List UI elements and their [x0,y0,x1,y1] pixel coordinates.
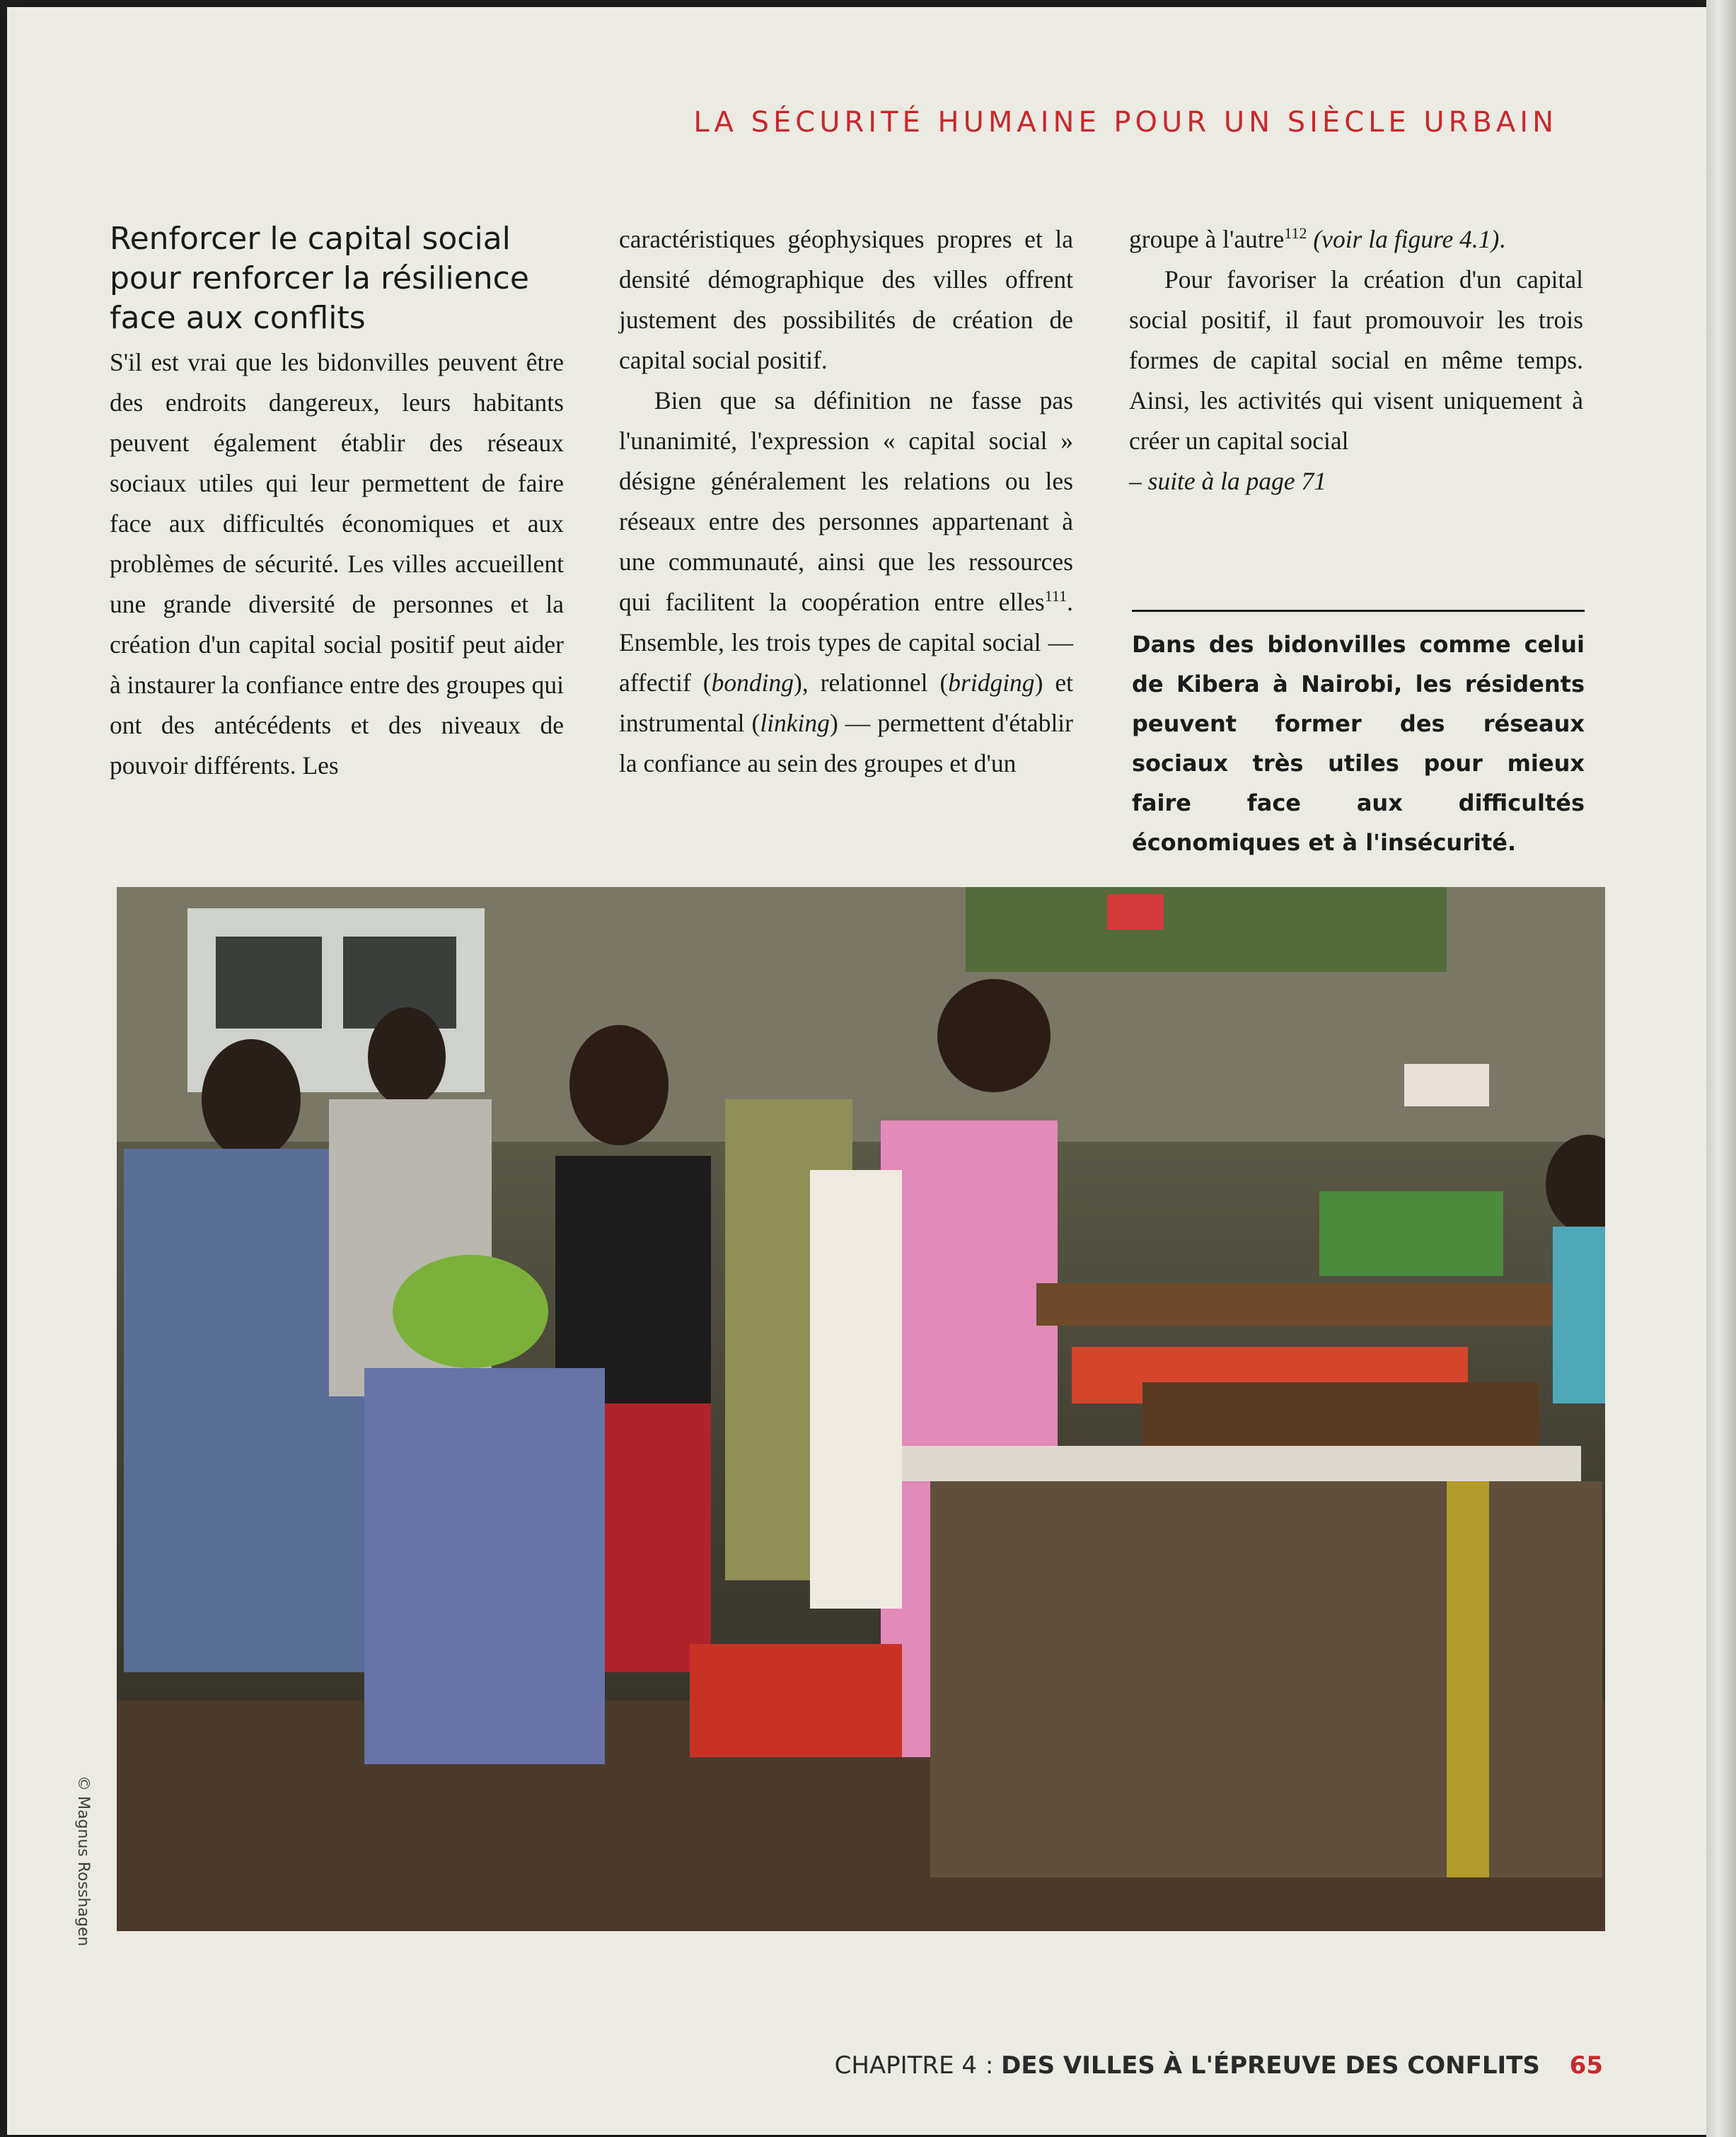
paragraph-text: . Ensemble, les trois types de capital social — affectif ( [619,588,1073,697]
white-shawl [810,1170,902,1609]
sign [1107,894,1164,929]
page-edge [1706,0,1736,2137]
italic-term: bonding [711,668,794,697]
body-paragraph [619,381,1073,784]
green-headscarf [393,1255,548,1368]
running-head: LA SÉCURITÉ HUMAINE POUR UN SIÈCLE URBAIN [693,106,1558,139]
tree [966,887,1447,972]
body-paragraph: caractéristiques géophysiques propres et la densité démographique des villes offrent justement des possibilités de création de capital social positif. [619,225,1073,374]
market-scene-illustration [117,887,1605,1931]
paragraph-text: ), relationnel ( [794,668,949,697]
stall-table [1036,1283,1574,1326]
blue-jacket [364,1368,605,1764]
column-2 [619,219,1073,784]
person-head [1546,1135,1605,1234]
footnote-ref: 111 [1044,587,1067,606]
teal-shirt [1553,1227,1605,1403]
vegetables [1319,1191,1503,1276]
caption-rule [1132,610,1585,612]
photo-credit: © Magnus Rosshagen [74,1776,92,1947]
paragraph-text: groupe à l'autre [1129,225,1285,253]
section-heading: Renforcer le capital social pour renforcer la résilience face aux conflits [110,221,529,336]
wooden-stall [930,1481,1602,1877]
dried-fish [1142,1382,1539,1453]
bus-window [216,937,322,1029]
paper-cover [902,1446,1581,1481]
person-head [202,1039,301,1159]
paragraph-text: . [1499,225,1506,253]
figure-reference: (voir la figure 4.1) [1307,225,1500,253]
continuation-note: – suite à la page 71 [1129,467,1327,495]
paragraph-text: Pour favoriser la création d'un capital social positif, il faut promouvoir les trois formes de capital social en même temps. Ainsi, les activités qui visent uniquement à créer un capital social [1129,265,1583,455]
body-paragraph [1129,260,1583,502]
market-photo [117,887,1605,1931]
person-head [569,1025,669,1145]
page [7,7,1708,2135]
person-head [937,979,1051,1092]
page-footer [835,2051,1603,2080]
column-1 [110,219,564,786]
red-cloth [690,1644,902,1757]
body-paragraph: S'il est vrai que les bidonvilles peuvent être des endroits dangereux, leurs habitants peuvent également établir des réseaux sociaux utiles qui leur permettent de faire face aux difficultés économiques et aux problèmes de sécurité. Les villes accueillent une grande diversité de personnes et la création d'un capital social positif peut aider à instaurer la confiance entre des groupes qui ont des antécédents et des niveaux de pouvoir différents. Les [110,348,564,780]
page-number: 65 [1569,2051,1603,2080]
footer-separator: : [985,2051,1002,2080]
person-head [368,1007,446,1106]
chapter-label: CHAPITRE 4 [834,2051,978,2080]
black-jacket [555,1156,711,1403]
umbrella [1447,1481,1489,1877]
italic-term: bridging [948,668,1035,697]
shop-sign [1404,1064,1489,1106]
italic-term: linking [760,709,830,737]
photo-caption: Dans des bidonvilles comme celui de Kibera à Nairobi, les résidents peuvent former des réseaux sociaux très utiles pour mieux faire face aux difficultés économiques et à l'insécurité. [1132,631,1585,856]
body-paragraph [1129,219,1583,260]
paragraph-text: ) et instrumental ( [619,668,1073,737]
column-3 [1129,219,1583,502]
footnote-ref: 112 [1284,224,1307,243]
paragraph-text: ) — permettent d'établir la confiance au sein des groupes et d'un [619,709,1073,777]
chapter-title: DES VILLES À L'ÉPREUVE DES CONFLITS [1001,2051,1540,2080]
paragraph-text: Bien que sa définition ne fasse pas l'unanimité, l'expression « capital social » désigne généralement les relations ou les réseaux entre des personnes appartenant à une communauté, ainsi que les ressources qui facilitent la coopération entre elles [619,386,1073,616]
